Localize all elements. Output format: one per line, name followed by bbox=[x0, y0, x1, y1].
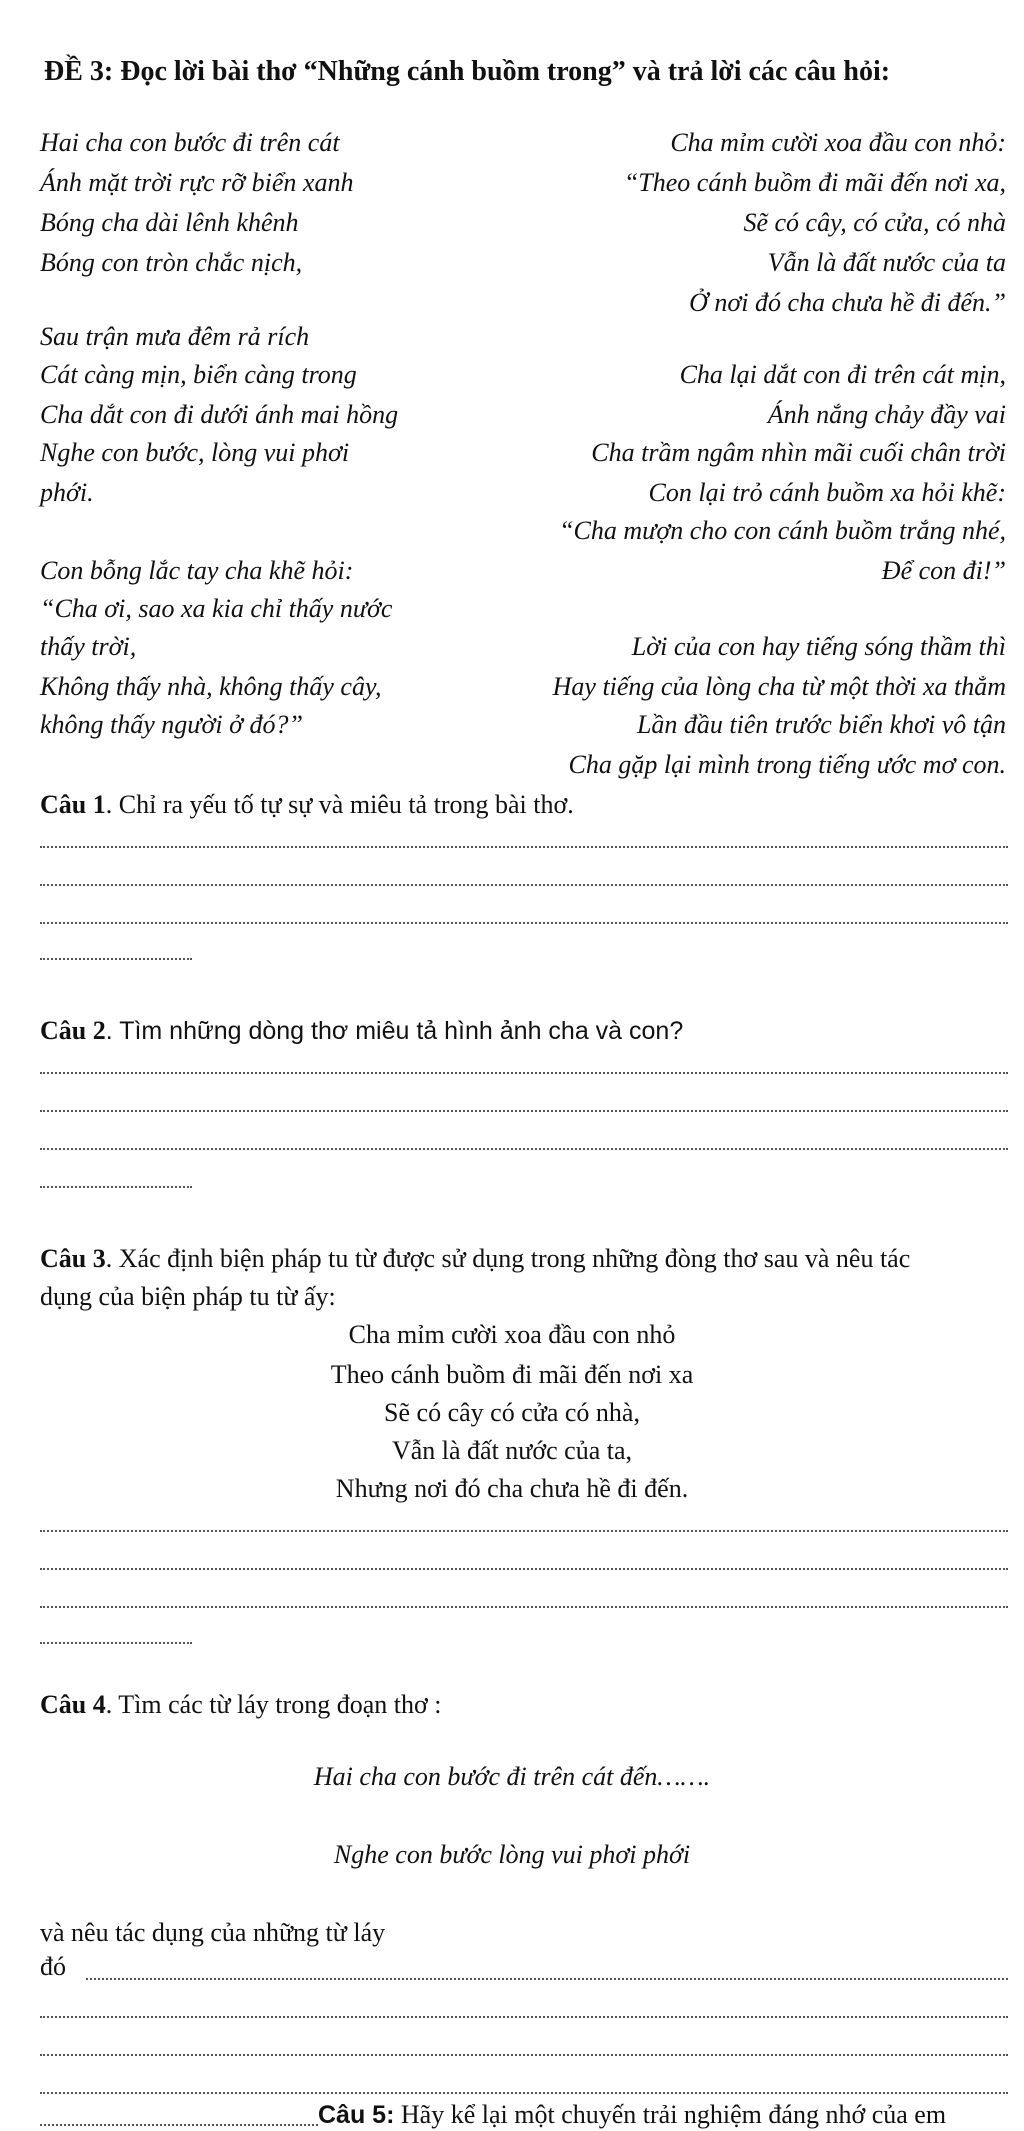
question-4-followup: và nêu tác dụng của những từ láy bbox=[40, 1918, 386, 1947]
question-4-text: . Tìm các từ láy trong đoạn thơ : bbox=[105, 1690, 442, 1719]
poem-line: Con lại trỏ cánh buồm xa hỏi khẽ: bbox=[648, 478, 1006, 507]
answer-line[interactable] bbox=[40, 846, 1008, 848]
poem-line: Hai cha con bước đi trên cát bbox=[40, 128, 340, 157]
poem-line: Vẫn là đất nước của ta bbox=[767, 248, 1006, 277]
question-5 bbox=[318, 2100, 946, 2130]
excerpt-line: Nhưng nơi đó cha chưa hề đi đến. bbox=[335, 1474, 689, 1503]
poem-line: thấy trời, bbox=[40, 632, 137, 661]
question-3-text: . Xác định biện pháp tu từ được sử dụng trong những đòng thơ sau và nêu tác bbox=[105, 1244, 911, 1273]
answer-line[interactable] bbox=[40, 2124, 318, 2126]
excerpt-line: Theo cánh buồm đi mãi đến nơi xa bbox=[330, 1360, 694, 1389]
poem-line: Cha mỉm cười xoa đầu con nhỏ: bbox=[670, 128, 1006, 157]
answer-line[interactable] bbox=[40, 922, 1008, 924]
answer-line[interactable] bbox=[40, 884, 1008, 886]
excerpt-line: Hai cha con bước đi trên cát đến……. bbox=[313, 1762, 711, 1791]
question-4 bbox=[40, 1690, 441, 1720]
answer-line[interactable] bbox=[40, 958, 192, 960]
question-3 bbox=[40, 1244, 910, 1274]
poem-line: Nghe con bước, lòng vui phơi bbox=[40, 438, 350, 467]
poem-line: Không thấy nhà, không thấy cây, bbox=[40, 672, 382, 701]
answer-line[interactable] bbox=[40, 1072, 1008, 1074]
poem-line: Bóng cha dài lênh khênh bbox=[40, 208, 299, 237]
poem-line: Sẽ có cây, có cửa, có nhà bbox=[743, 208, 1006, 237]
poem-line: Lời của con hay tiếng sóng thầm thì bbox=[631, 632, 1006, 661]
question-3-text-cont: dụng của biện pháp tu từ ấy: bbox=[40, 1282, 336, 1311]
question-5-text: Hãy kể lại một chuyến trải nghiệm đáng nhớ của em bbox=[394, 2100, 947, 2129]
poem-line: Hay tiếng của lòng cha từ một thời xa thẳm bbox=[552, 672, 1006, 701]
question-5-label: Câu 5: bbox=[318, 2101, 395, 2129]
poem-line: không thấy người ở đó?” bbox=[40, 710, 303, 739]
question-1-text: . Chỉ ra yếu tố tự sự và miêu tả trong bài thơ. bbox=[105, 790, 574, 819]
page-title: ĐỀ 3: Đọc lời bài thơ “Những cánh buồm trong” và trả lời các câu hỏi: bbox=[44, 56, 891, 87]
answer-line[interactable] bbox=[40, 2092, 1008, 2094]
excerpt-line: Sẽ có cây có cửa có nhà, bbox=[384, 1398, 640, 1427]
poem-line: “Cha ơi, sao xa kia chỉ thấy nước bbox=[40, 594, 393, 623]
poem-line: Ở nơi đó cha chưa hề đi đến.” bbox=[689, 288, 1006, 317]
poem-line: Con bỗng lắc tay cha khẽ hỏi: bbox=[40, 556, 354, 585]
answer-line[interactable] bbox=[86, 1978, 1008, 1980]
question-2 bbox=[40, 1016, 683, 1046]
answer-line[interactable] bbox=[40, 1606, 1008, 1608]
poem-line: Cha gặp lại mình trong tiếng ước mơ con. bbox=[568, 750, 1006, 779]
poem-line: Cha trầm ngâm nhìn mãi cuối chân trời bbox=[591, 438, 1006, 467]
answer-line[interactable] bbox=[40, 2016, 1008, 2018]
question-4-label: Câu 4 bbox=[40, 1690, 106, 1719]
poem-line: phới. bbox=[40, 478, 94, 507]
question-1 bbox=[40, 790, 574, 820]
answer-line[interactable] bbox=[40, 1186, 192, 1188]
question-4-followup-2: đó bbox=[40, 1952, 66, 1981]
excerpt-line: Nghe con bước lòng vui phơi phới bbox=[333, 1840, 691, 1869]
poem-line: “Theo cánh buồm đi mãi đến nơi xa, bbox=[623, 168, 1006, 197]
poem-line: Để con đi!” bbox=[881, 556, 1006, 585]
question-1-label: Câu 1 bbox=[40, 790, 106, 819]
poem-line: Cha lại dắt con đi trên cát mịn, bbox=[679, 360, 1006, 389]
answer-line[interactable] bbox=[40, 1148, 1008, 1150]
answer-line[interactable] bbox=[40, 1568, 1008, 1570]
answer-line[interactable] bbox=[40, 1530, 1008, 1532]
excerpt-line: Vẫn là đất nước của ta, bbox=[391, 1436, 633, 1465]
answer-line[interactable] bbox=[40, 1110, 1008, 1112]
poem-right-column bbox=[510, 0, 1006, 800]
poem-line: Lần đầu tiên trước biển khơi vô tận bbox=[636, 710, 1006, 739]
question-3-label: Câu 3 bbox=[40, 1244, 106, 1273]
poem-line: Cha dắt con đi dưới ánh mai hồng bbox=[40, 400, 399, 429]
poem-line: Bóng con tròn chắc nịch, bbox=[40, 248, 303, 277]
poem-line: Sau trận mưa đêm rả rích bbox=[40, 322, 310, 351]
excerpt-line: Cha mỉm cười xoa đầu con nhỏ bbox=[348, 1320, 676, 1349]
poem-line: Cát càng mịn, biển càng trong bbox=[40, 360, 357, 389]
question-2-label: Câu 2 bbox=[40, 1016, 106, 1045]
poem-line: “Cha mượn cho con cánh buồm trắng nhé, bbox=[559, 516, 1006, 545]
question-2-text: . Tìm những dòng thơ miêu tả hình ảnh cha và con? bbox=[105, 1017, 684, 1045]
answer-line[interactable] bbox=[40, 1642, 192, 1644]
poem-line: Ánh nắng chảy đầy vai bbox=[767, 400, 1006, 429]
answer-line[interactable] bbox=[40, 2054, 1008, 2056]
poem-line: Ánh mặt trời rực rỡ biển xanh bbox=[40, 168, 354, 197]
